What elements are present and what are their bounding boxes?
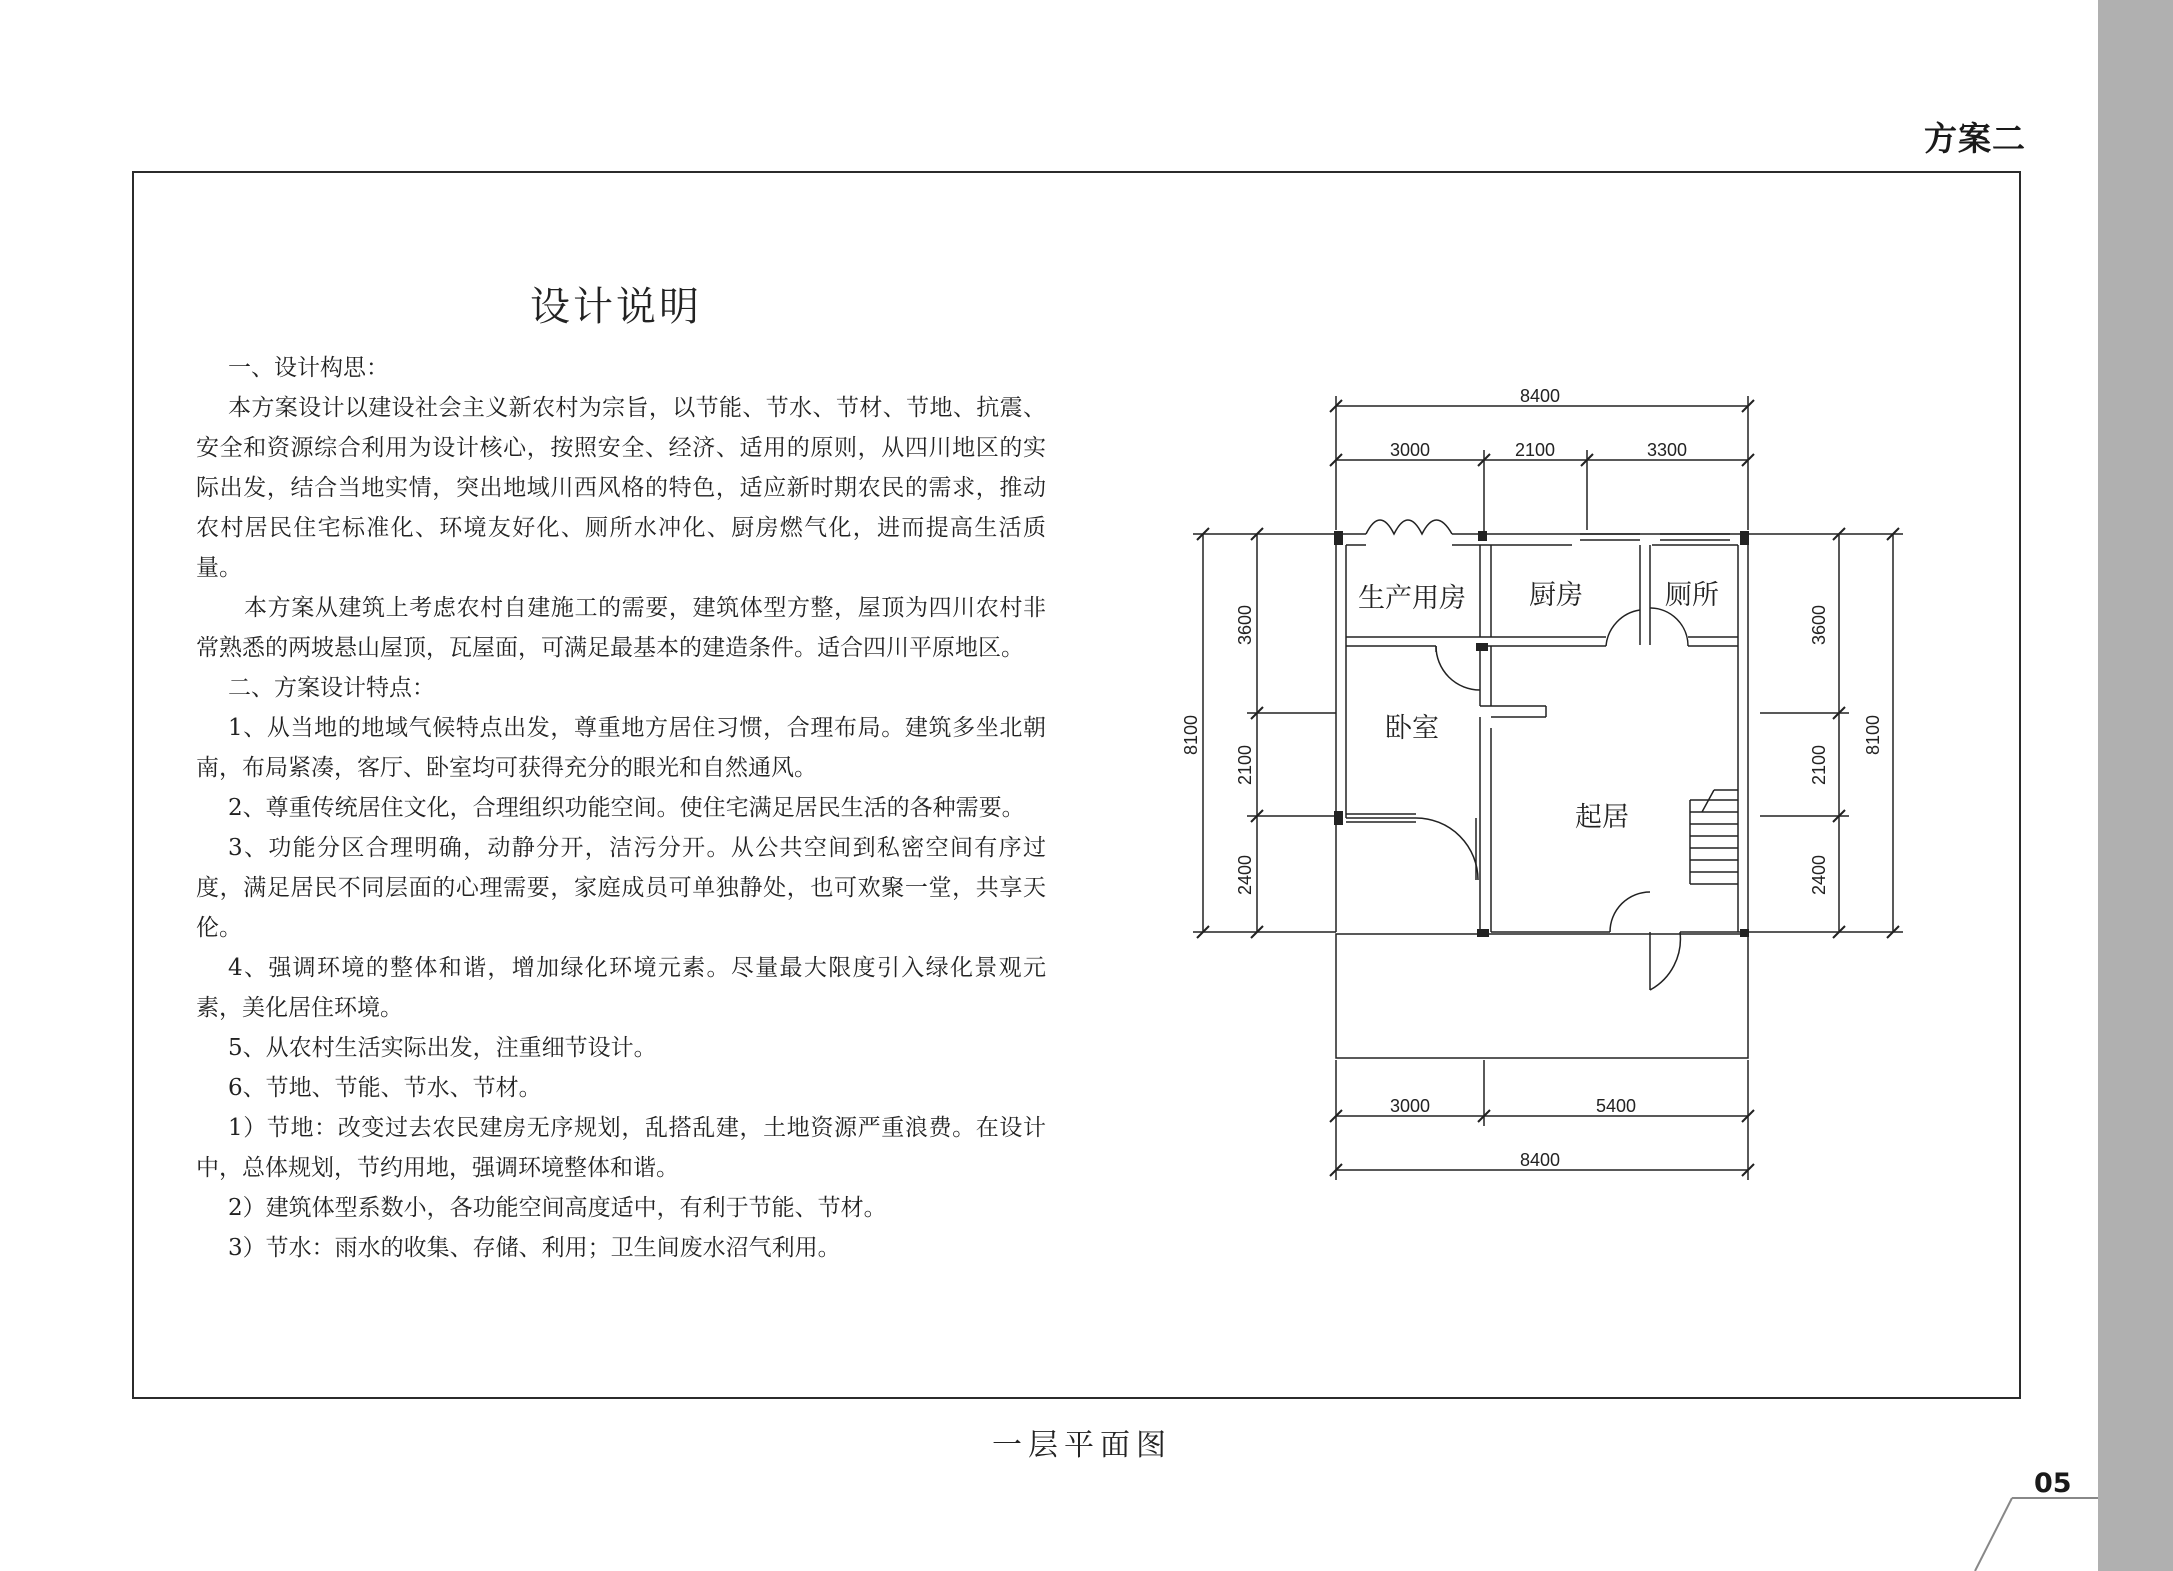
paragraph: 3、功能分区合理明确，动静分开，洁污分开。从公共空间到私密空间有序过度，满足居民不同层面的心理需要，家庭成员可单独静处，也可欢聚一堂，共享天伦。 xyxy=(196,835,1046,941)
paragraph: 5、从农村生活实际出发，注重细节设计。 xyxy=(228,1035,657,1061)
dim-bottom-segment: 3000 xyxy=(1389,1096,1431,1116)
paragraph: 2、尊重传统居住文化，合理组织功能空间。使住宅满足居民生活的各种需要。 xyxy=(228,795,1025,821)
section-heading: 二、方案设计特点： xyxy=(228,675,435,701)
section-heading: 一、设计构思： xyxy=(228,355,389,381)
dim-left-segment: 2100 xyxy=(1235,744,1255,786)
page-number: 05 xyxy=(2034,1468,2072,1499)
paragraph: 6、节地、节能、节水、节材。 xyxy=(228,1075,542,1101)
dim-right-total: 8100 xyxy=(1863,714,1883,756)
floor-plan-caption: 一层平面图 xyxy=(992,1428,1172,1463)
dim-bottom-segment: 5400 xyxy=(1595,1096,1637,1116)
room-label-kitchen: 厨房 xyxy=(1529,580,1583,611)
dim-left-segment: 2400 xyxy=(1235,854,1255,896)
dim-right-segment: 2400 xyxy=(1809,854,1829,896)
dim-bottom-total: 8400 xyxy=(1519,1150,1561,1170)
dim-right-segment: 3600 xyxy=(1809,604,1829,646)
paragraph: 3）节水：雨水的收集、存储、利用；卫生间废水沼气利用。 xyxy=(228,1235,841,1261)
scheme-label: 方案二 xyxy=(1924,119,2026,158)
paragraph: 2）建筑体型系数小，各功能空间高度适中，有利于节能、节材。 xyxy=(228,1195,887,1221)
dim-top-segment: 3300 xyxy=(1646,440,1688,460)
room-label-living: 起居 xyxy=(1575,802,1629,833)
dim-top-segment: 3000 xyxy=(1389,440,1431,460)
dim-right-segment: 2100 xyxy=(1809,744,1829,786)
dim-left-segment: 3600 xyxy=(1235,604,1255,646)
paragraph: 1）节地：改变过去农民建房无序规划，乱搭乱建，土地资源严重浪费。在设计中，总体规划，节约用地，强调环境整体和谐。 xyxy=(196,1115,1046,1181)
paragraph: 1、从当地的地域气候特点出发，尊重地方居住习惯，合理布局。建筑多坐北朝南，布局紧凑，客厅、卧室均可获得充分的眼光和自然通风。 xyxy=(196,715,1046,781)
description-title: 设计说明 xyxy=(530,284,702,330)
paragraph: 本方案从建筑上考虑农村自建施工的需要，建筑体型方整，屋顶为四川农村非常熟悉的两坡悬山屋顶，瓦屋面，可满足最基本的建造条件。适合四川平原地区。 xyxy=(196,595,1046,661)
paragraph: 本方案设计以建设社会主义新农村为宗旨，以节能、节水、节材、节地、抗震、安全和资源综合利用为设计核心，按照安全、经济、适用的原则，从四川地区的实际出发，结合当地实情，突出地域川西风格的特色，适应新时期农民的需求，推动农村居民住宅标准化、环境友好化、厕所水冲化、厨房燃气化，进而提高生活质量。 xyxy=(196,395,1046,581)
dim-top-total: 8400 xyxy=(1519,386,1561,406)
room-label-production: 生产用房 xyxy=(1358,583,1466,614)
paragraph: 4、强调环境的整体和谐，增加绿化环境元素。尽量最大限度引入绿化景观元素，美化居住环境。 xyxy=(196,955,1046,1021)
room-label-toilet: 厕所 xyxy=(1665,580,1719,611)
dim-top-segment: 2100 xyxy=(1514,440,1556,460)
dim-left-total: 8100 xyxy=(1181,714,1201,756)
room-label-bedroom: 卧室 xyxy=(1385,713,1439,744)
